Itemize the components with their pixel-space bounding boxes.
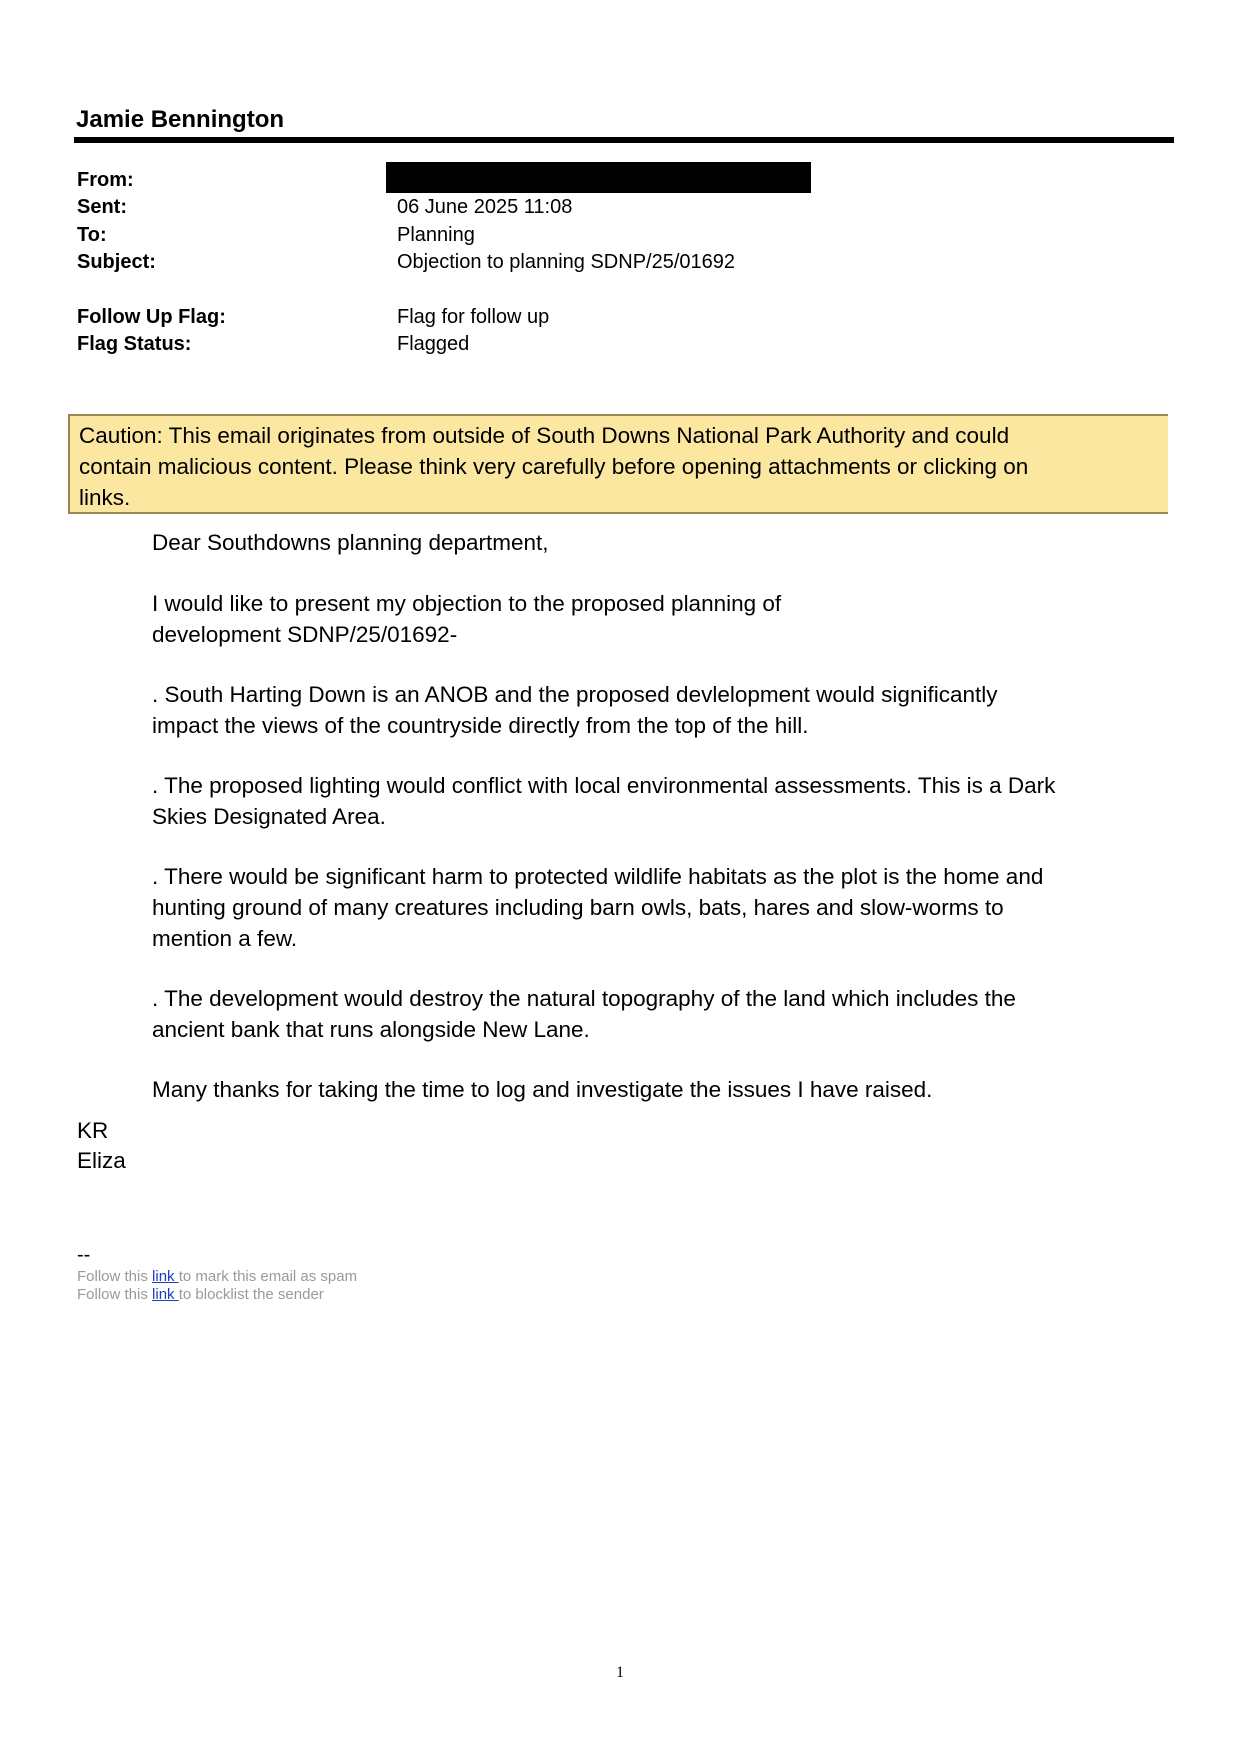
flag-status-label: Flag Status: bbox=[77, 333, 192, 355]
redacted-sender bbox=[386, 162, 811, 193]
spam-prefix: Follow this bbox=[77, 1268, 153, 1285]
caution-banner bbox=[68, 414, 1168, 514]
point-3-paragraph bbox=[152, 861, 1112, 954]
page-title: Jamie Bennington bbox=[76, 106, 285, 133]
paragraph-line: impact the views of the countryside directly from the top of the hill. bbox=[152, 713, 809, 738]
title-divider bbox=[74, 137, 1174, 143]
closing-paragraph bbox=[152, 1074, 1112, 1105]
spam-footer-line bbox=[77, 1268, 357, 1286]
paragraph-line: . There would be significant harm to protected wildlife habitats as the plot is the home and bbox=[152, 864, 1044, 889]
from-label: From: bbox=[77, 169, 134, 191]
paragraph-line: mention a few. bbox=[152, 926, 298, 951]
closing-text: Many thanks for taking the time to log and investigate the issues I have raised. bbox=[152, 1077, 933, 1102]
paragraph-line: development SDNP/25/01692- bbox=[152, 622, 458, 647]
to-label: To: bbox=[77, 224, 107, 246]
subject-label: Subject: bbox=[77, 251, 156, 273]
paragraph-line: ancient bank that runs alongside New Lane. bbox=[152, 1017, 590, 1042]
sent-label: Sent: bbox=[77, 196, 127, 218]
block-prefix: Follow this bbox=[77, 1286, 153, 1303]
footer-separator: -- bbox=[77, 1244, 91, 1266]
sent-value: 06 June 2025 11:08 bbox=[397, 196, 573, 218]
block-suffix: to blocklist the sender bbox=[178, 1286, 324, 1303]
paragraph-line: . The proposed lighting would conflict with local environmental assessments. This is a Dark bbox=[152, 773, 1056, 798]
flag-status-value: Flagged bbox=[397, 333, 470, 355]
follow-up-row bbox=[77, 303, 1157, 331]
caution-line: Caution: This email originates from outside of South Downs National Park Authority and could bbox=[79, 423, 1010, 448]
paragraph-line: Skies Designated Area. bbox=[152, 804, 386, 829]
caution-line: links. bbox=[79, 485, 131, 510]
subject-value: Objection to planning SDNP/25/01692 bbox=[397, 251, 736, 273]
paragraph-line: I would like to present my objection to the proposed planning of bbox=[152, 591, 782, 616]
greeting bbox=[152, 527, 1112, 558]
flag-status-row bbox=[77, 330, 1157, 358]
page-number: 1 bbox=[616, 1664, 624, 1681]
signature-name: Eliza bbox=[77, 1148, 126, 1173]
follow-up-label: Follow Up Flag: bbox=[77, 306, 226, 328]
signature-initials: KR bbox=[77, 1118, 109, 1143]
sent-row bbox=[77, 193, 1157, 221]
to-row bbox=[77, 221, 1157, 249]
paragraph-line: . South Harting Down is an ANOB and the proposed devlelopment would significantly bbox=[152, 682, 998, 707]
to-value: Planning bbox=[397, 224, 475, 246]
follow-up-value: Flag for follow up bbox=[397, 306, 550, 328]
point-4-paragraph bbox=[152, 983, 1112, 1045]
intro-paragraph bbox=[152, 588, 1112, 650]
caution-line: contain malicious content. Please think very carefully before opening attachments or clicking on bbox=[79, 454, 1029, 479]
subject-row bbox=[77, 248, 1157, 276]
paragraph-line: hunting ground of many creatures including barn owls, bats, hares and slow-worms to bbox=[152, 895, 1004, 920]
mark-spam-link[interactable]: link bbox=[152, 1268, 179, 1285]
point-1-paragraph bbox=[152, 679, 1112, 741]
greeting-text: Dear Southdowns planning department, bbox=[152, 530, 549, 555]
blocklist-footer-line bbox=[77, 1286, 324, 1304]
point-2-paragraph bbox=[152, 770, 1112, 832]
blocklist-sender-link[interactable]: link bbox=[152, 1286, 179, 1303]
spam-suffix: to mark this email as spam bbox=[178, 1268, 358, 1285]
paragraph-line: . The development would destroy the natural topography of the land which includes the bbox=[152, 986, 1016, 1011]
